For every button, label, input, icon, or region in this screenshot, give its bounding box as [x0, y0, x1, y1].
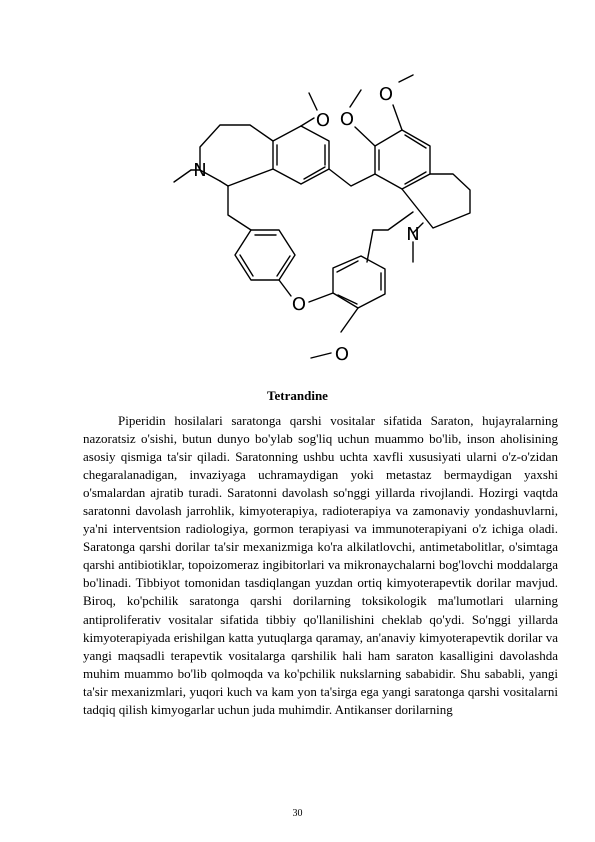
- right-methoxy-1-methyl: [350, 90, 361, 107]
- ether-bond-right: [309, 293, 333, 302]
- page-number: 30: [292, 808, 303, 819]
- methylene-bridge: [329, 169, 375, 186]
- right-methoxy-2-methyl: [399, 75, 413, 82]
- ether-bond-left: [279, 280, 291, 296]
- c1-ring-bond: [228, 169, 273, 186]
- right-saturated-ring-bonds: [402, 174, 470, 228]
- right-methoxy-2-bond: [393, 105, 402, 130]
- n-atom-right: N: [406, 224, 420, 245]
- n-atom-left: N: [193, 160, 207, 181]
- left-n-to-c1-bond: [220, 181, 228, 186]
- figure-caption: Tetrandine: [267, 388, 328, 403]
- left-methoxy-bond: [301, 118, 314, 126]
- o-atom-bridge: O: [291, 294, 307, 315]
- o-atom-bottom: O: [334, 344, 350, 365]
- right-lower-aryl-inner-1: [337, 261, 358, 272]
- tetrandine-structure-figure: [113, 70, 523, 375]
- left-aromatic-ring: [273, 126, 329, 184]
- bottom-methoxy-methyl: [311, 353, 331, 358]
- o-atom-top-left: O: [315, 110, 331, 131]
- right-methoxy-1-bond: [355, 127, 375, 146]
- left-methoxy-methyl: [309, 93, 317, 110]
- right-lower-aryl-inner-3: [338, 295, 357, 304]
- left-lower-aryl-ring: [235, 230, 295, 280]
- o-atom-top-right: O: [378, 84, 394, 105]
- o-atom-top-middle: O: [339, 109, 355, 130]
- bottom-methoxy-bond: [341, 308, 358, 332]
- left-n-methyl-bond: [174, 170, 191, 182]
- left-benzyl-linker: [228, 186, 251, 230]
- chemical-structure-diagram: [113, 70, 523, 375]
- body-paragraph: Piperidin hosilalari saratonga qarshi vositalar sifatida Saraton, hujayralarning nazoratsiz o'sishi, butun dunyo bo'ylab sog'liq uchun muammo bo'lib, inson aholisining asosiy qismiga ta'sir qiladi. Saratonning ushbu uchta xavfli xususiyati ularni o'z-o'zidan chegaralanadigan, invaziyaga uchramaydigan yoki metastaz bermaydigan yaxshi o'smalardan ajratib turadi. Saratonni davolash so'nggi yillarda rivojlandi. Hozirgi vaqtda saratonni davolash jarrohlik, kimyoterapiya, radioterapiya va zamonaviy yondashuvlarni, ya'ni interventsion radiologiya, gormon terapiyasi va immunoterapiyani o'z ichiga oladi. Saratonga qarshi dorilar ta'sir mexanizmiga ko'ra alkilatlovchi, antimetabolitlar, o'simtaga qarshi antibiotiklar, topoizomeraz ingibitorlari va mikronaychalarni bog'lovchi moddalarga bo'linadi. Tibbiyot tomonidan tasdiqlangan yuzdan ortiq kimyoterapevtik dorilar mavjud. Biroq, ko'pchilik saratonga qarshi dorilarning toksikologik ma'lumotlari ularning antiproliferativ vositalar sifatida tibbiy qo'llanilishini cheklab qo'ydi. So'nggi yillarda kimyoterapiyada erishilgan katta yutuqlarga qaramay, an'anaviy kimyoterapevtik dorilar va yangi maqsadli terapevtik vositalarga qarshilik hali ham saraton kasalligini davolashda muhim muammo bo'lib qolmoqda va ko'pchilik nukslarning sababidir. Shu sababli, yangi ta'sir mexanizmlari, yuqori kuch va kam yon ta'sirga ega yangi saratonga qarshi vositalarni tadqiq qilish kimyogarlar uchun juda muhimdir. Antikanser dorilarning: [83, 413, 558, 717]
- right-lower-aryl-ring: [333, 256, 385, 308]
- right-aromatic-ring: [375, 130, 430, 189]
